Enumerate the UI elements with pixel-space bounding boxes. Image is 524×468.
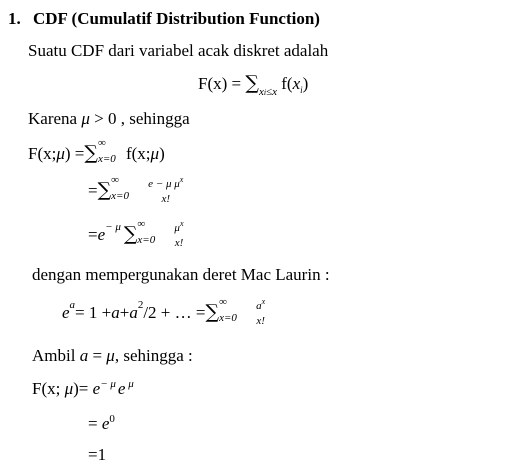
e-exponent: a [69, 298, 76, 311]
numerator-text: e − μ μ [148, 177, 180, 190]
f-rhs-a: f(x; [125, 143, 151, 163]
fraction-denominator: x! [256, 314, 265, 327]
sum-limits [98, 138, 126, 168]
karena-text: Karena [28, 109, 82, 128]
e-exponent-2: μ [125, 378, 134, 390]
formula-line-3 [88, 216, 187, 252]
summation-symbol: ∑ [245, 72, 259, 94]
fraction-numerator [147, 176, 184, 192]
fraction [147, 176, 184, 205]
cdf-lhs: F(x) = [198, 74, 246, 93]
series-formula [62, 294, 268, 330]
sum-upper: ∞ [111, 174, 120, 186]
formula-line-2 [88, 172, 186, 208]
cdf-rhs-x: x [292, 74, 301, 93]
final-lhs-mu: μ [64, 379, 74, 398]
series-a2: a [129, 302, 138, 322]
section-heading [8, 10, 320, 27]
series-a1: a [111, 302, 120, 322]
e-exponent: − μ [105, 220, 121, 233]
numerator-exp: x [179, 174, 184, 184]
cdf-rhs-i: i [300, 85, 303, 95]
equals-sign: = [88, 224, 98, 244]
sum-limits [219, 297, 249, 327]
e-symbol: e [92, 379, 101, 398]
ambil-text: Ambil [32, 346, 80, 365]
e-symbol-2: e [117, 379, 126, 398]
final-lhs-b: )= [73, 379, 93, 398]
sum-lower: x=0 [111, 190, 129, 202]
equals-sign: = [88, 180, 98, 200]
numerator-a: a [256, 299, 262, 312]
f-lhs-a: F(x; [28, 143, 57, 163]
mu-symbol: μ [81, 109, 90, 128]
f-rhs-mu: μ [150, 143, 160, 163]
cdf-definition [198, 74, 308, 98]
numerator-mu: μ [174, 221, 180, 234]
ambil-eq: = [88, 346, 107, 365]
fraction-denominator: x! [174, 236, 184, 249]
series-mid: = 1 + [75, 302, 112, 322]
final-line-1 [32, 380, 134, 397]
fraction-numerator [173, 220, 184, 236]
fraction-denominator: x! [161, 192, 171, 205]
sum-upper: ∞ [137, 218, 146, 230]
ambil-line [32, 347, 193, 364]
sum-limits [137, 219, 167, 249]
sum-subscript [259, 86, 277, 98]
ambil-var: a [79, 346, 89, 365]
fraction [255, 298, 266, 327]
ambil-mu: μ [106, 346, 115, 365]
section-number: 1. [8, 9, 21, 28]
ambil-tail: , sehingga : [114, 346, 193, 365]
sum-lower: x=0 [97, 153, 116, 165]
summation-symbol: ∑ [97, 178, 112, 201]
sum-lower: x=0 [219, 312, 237, 324]
summation-symbol: ∑ [123, 222, 138, 245]
sum-lower: x=0 [137, 234, 156, 246]
numerator-exp: x [261, 296, 266, 306]
e-exponent: − μ [100, 378, 116, 390]
numerator-exp: x [179, 218, 184, 228]
sub-i: i [263, 88, 267, 97]
f-rhs-b: ) [159, 143, 165, 163]
cdf-rhs-b: ) [302, 74, 309, 93]
intro-text: Suatu CDF dari variabel acak diskret adalah [28, 41, 329, 60]
e-symbol: e [101, 414, 110, 433]
series-over2: /2 + … = [143, 302, 206, 322]
sub-x: x [258, 86, 264, 98]
mac-laurin-text: dengan mempergunakan deret Mac Laurin : [32, 265, 330, 284]
final-line-3: =1 [88, 445, 107, 464]
sub-le: ≤x [266, 86, 277, 98]
f-lhs-b: ) = [64, 143, 85, 163]
sum-upper: ∞ [97, 137, 106, 149]
sum-upper: ∞ [219, 296, 227, 308]
summation-symbol: ∑ [205, 300, 220, 323]
e-symbol: e [97, 224, 106, 244]
f-lhs-mu: μ [56, 143, 65, 163]
section-title: CDF (Cumulatif Distribution Function) [33, 9, 320, 28]
e-exponent: 0 [109, 413, 115, 425]
e-symbol: e [62, 302, 70, 322]
equals-sign: = [88, 414, 102, 433]
series-plus: + [119, 302, 130, 322]
fraction [173, 220, 184, 249]
summation-symbol: ∑ [84, 141, 98, 164]
final-line-2 [88, 415, 115, 432]
cdf-rhs-a: f( [277, 74, 293, 93]
series-square: 2 [137, 298, 144, 311]
formula-line-1 [28, 138, 165, 168]
fraction-numerator [255, 298, 266, 314]
sum-limits [111, 175, 141, 205]
karena-tail: > 0 , sehingga [89, 109, 190, 128]
final-lhs-a: F(x; [32, 379, 65, 398]
karena-line [28, 110, 190, 127]
